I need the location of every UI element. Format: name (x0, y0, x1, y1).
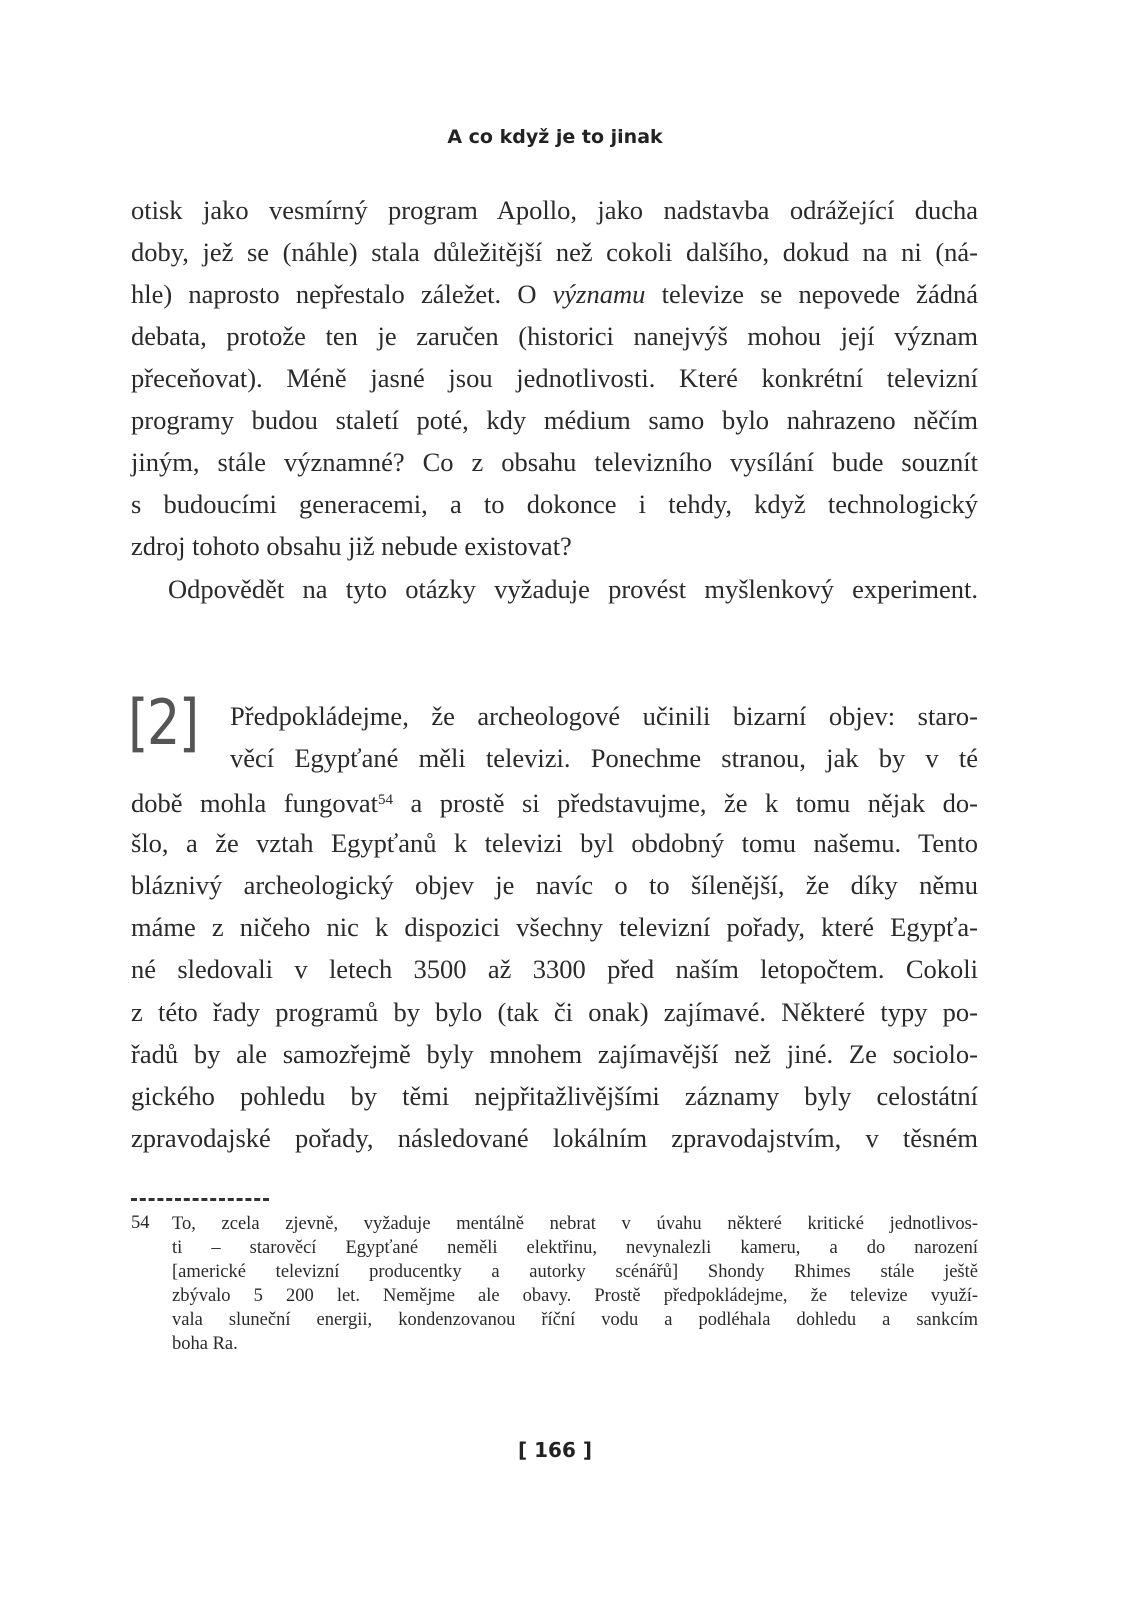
text-run: řadů by ale samozřejmě byly mnohem zajímavější než jiné. Ze sociolo- (131, 1039, 978, 1069)
text-run: bláznivý archeologický objev je navíc o to šílenější, že díky němu (131, 870, 978, 900)
footnote-number: 54 (131, 1213, 150, 1233)
running-header: A co když je to jinak (447, 126, 663, 148)
text-line (131, 1039, 978, 1069)
text-run: jiným, stále významné? Co z obsahu televizního vysílání bude souznít (131, 447, 978, 477)
footnote-line: [americké televizní producentky a autorky scénářů] Shondy Rhimes stále ještě (172, 1262, 978, 1282)
text-run: z této řady programů by bylo (tak či onak) zajímavé. Některé typy po- (131, 997, 978, 1027)
text-run: době mohla fungovat (131, 788, 378, 818)
emphasis: významu (552, 279, 646, 309)
text-run: televize se nepovede žádná (645, 279, 978, 309)
text-line (131, 279, 978, 309)
text-line (131, 997, 978, 1027)
text-run: s budoucími generacemi, a to dokonce i tehdy, když technologický (131, 489, 978, 519)
text-line (131, 237, 978, 267)
section-number: [2] (128, 686, 198, 759)
text-line (131, 954, 978, 984)
text-line (131, 912, 978, 942)
text-line (131, 828, 978, 858)
text-line (131, 1081, 978, 1111)
text-run: zpravodajské pořady, následované lokálním zpravodajstvím, v těsném (131, 1123, 978, 1153)
footnote-line: To, zcela zjevně, vyžaduje mentálně nebrat v úvahu některé kritické jednotlivos- (172, 1214, 978, 1234)
text-run: máme z ničeho nic k dispozici všechny televizní pořady, které Egypťa- (131, 912, 978, 942)
text-run: přeceňovat). Méně jasné jsou jednotlivosti. Které konkrétní televizní (131, 363, 978, 393)
text-line (168, 574, 978, 604)
text-run: hle) naprosto nepřestalo záležet. O (131, 279, 553, 309)
footnote-line: boha Ra. (172, 1334, 238, 1354)
text-line (131, 321, 978, 351)
text-run: né sledovali v letech 3500 až 3300 před naším letopočtem. Cokoli (131, 954, 978, 984)
text-line (131, 489, 978, 519)
text-run: gického pohledu by těmi nejpřitažlivějšími záznamy byly celostátní (131, 1081, 978, 1111)
text-line (131, 363, 978, 393)
text-run: šlo, a že vztah Egypťanů k televizi byl obdobný tomu našemu. Tento (131, 828, 978, 858)
text-line (131, 870, 978, 900)
footnote-line: zbývalo 5 200 let. Nemějme ale obavy. Prostě předpokládejme, že televize využí- (172, 1286, 978, 1306)
footnote-reference[interactable]: 54 (377, 792, 393, 808)
text-run: a prostě si představujme, že k tomu nějak do- (392, 788, 978, 818)
text-line (131, 405, 978, 435)
text-run: programy budou staletí poté, kdy médium samo bylo nahrazeno něčím (131, 405, 978, 435)
text-run: zdroj tohoto obsahu již nebude existovat? (131, 531, 572, 561)
text-line (131, 447, 978, 477)
text-run: doby, jež se (náhle) stala důležitější než cokoli dalšího, dokud na ni (ná- (131, 237, 978, 267)
text-line (131, 785, 978, 818)
text-run: Odpovědět na tyto otázky vyžaduje provést myšlenkový experiment. (168, 574, 978, 604)
footnote-separator (131, 1198, 269, 1201)
text-line (230, 701, 978, 731)
footnote-line: vala sluneční energii, kondenzovanou říční vodu a podléhala dohledu a sankcím (172, 1310, 978, 1330)
page-number: [ 166 ] (518, 1438, 592, 1462)
text-run: věcí Egypťané měli televizi. Ponechme stranou, jak by v té (230, 743, 978, 773)
text-line (131, 1123, 978, 1153)
text-run: otisk jako vesmírný program Apollo, jako nadstavba odrážející ducha (131, 195, 978, 225)
text-run: Předpokládejme, že archeologové učinili bizarní objev: staro- (230, 701, 978, 731)
text-run: debata, protože ten je zaručen (historici nanejvýš mohou její význam (131, 321, 978, 351)
text-line (131, 531, 978, 561)
text-line (230, 743, 978, 773)
footnote-line: ti – starověcí Egypťané neměli elektřinu, nevynalezli kameru, a do narození (172, 1238, 978, 1258)
text-line (131, 195, 978, 225)
